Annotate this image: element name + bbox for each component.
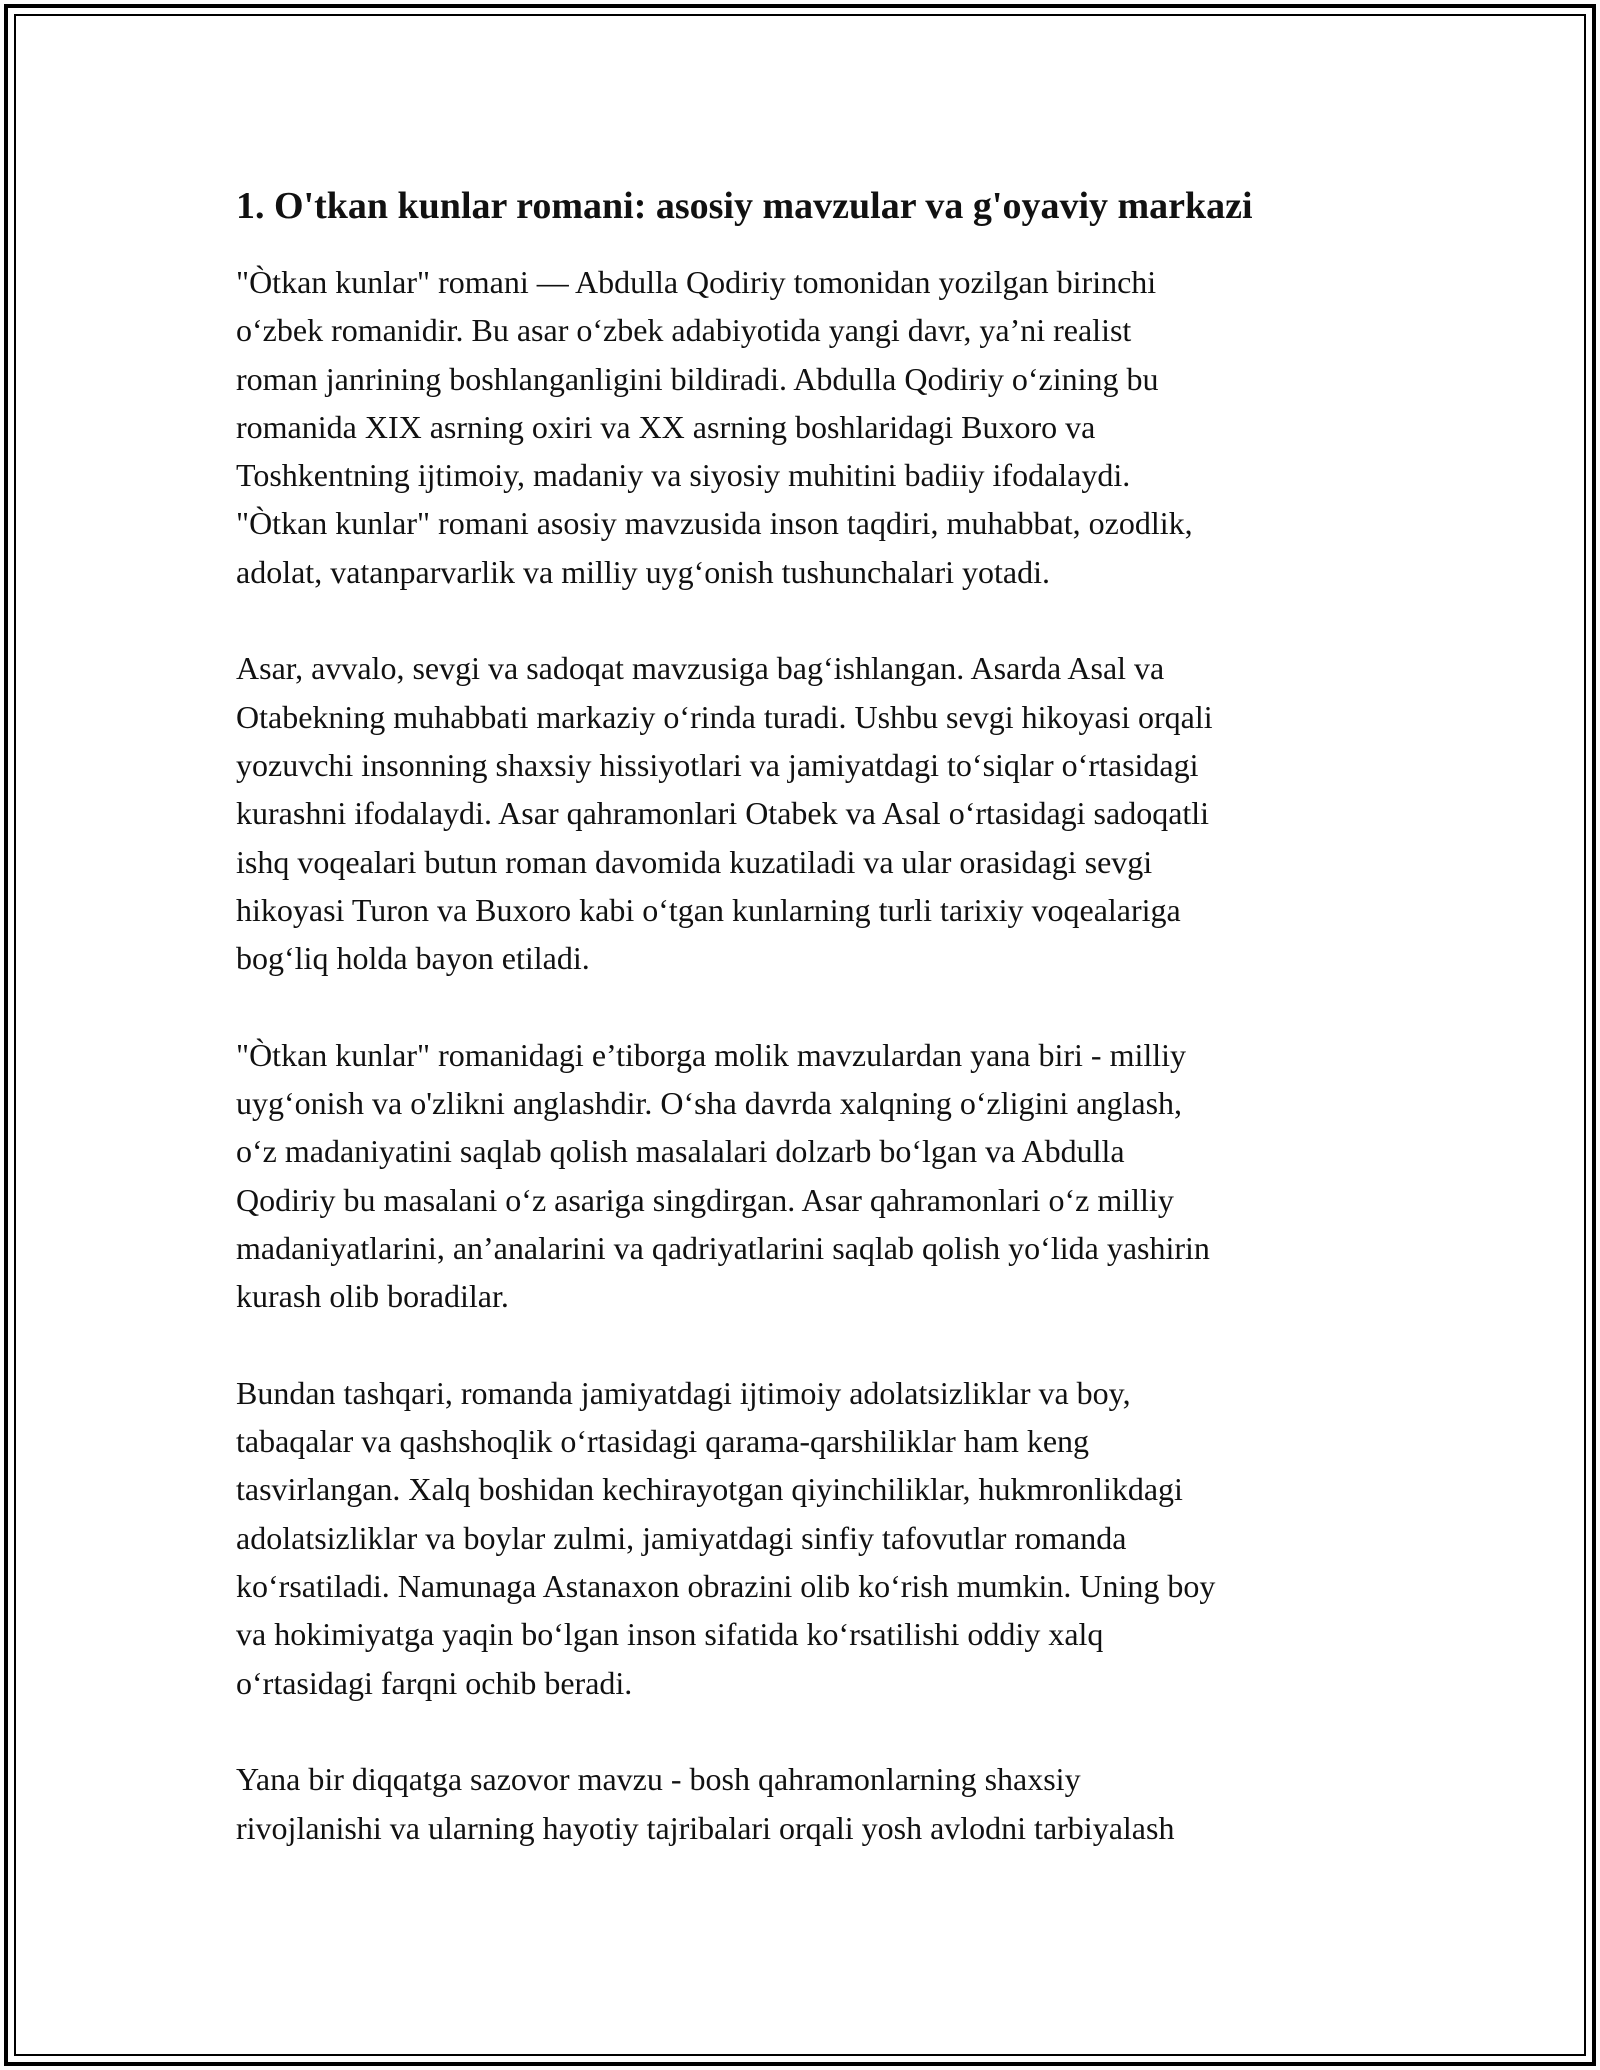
paragraph-3 [236,1031,1370,1321]
text-line: ko‘rsatiladi. Namunaga Astanaxon obrazini olib ko‘rish mumkin. Uning boy [236,1568,1216,1605]
text-line: rivojlanishi va ularning hayotiy tajribalari orqali yosh avlodni tarbiyalash [236,1809,1175,1846]
text-line: roman janrining boshlanganligini bildiradi. Abdulla Qodiriy o‘zining bu [236,360,1159,397]
text-line: va hokimiyatga yaqin bo‘lgan inson sifatida ko‘rsatilishi oddiy xalq [236,1616,1104,1653]
text-line: kurash olib boradilar. [236,1278,509,1315]
text-line: tabaqalar va qashshoqlik o‘rtasidagi qarama-qarshiliklar ham keng [236,1423,1090,1460]
text-line: tasvirlangan. Xalq boshidan kechirayotgan qiyinchiliklar, hukmronlikdagi [236,1471,1183,1508]
text-line: Qodiriy bu masalani o‘z asariga singdirgan. Asar qahramonlari o‘z milliy [236,1181,1174,1218]
text-line: yozuvchi insonning shaxsiy hissiyotlari va jamiyatdagi to‘siqlar o‘rtasidagi [236,746,1199,783]
text-line: bog‘liq holda bayon etiladi. [236,940,590,977]
text-line: o‘z madaniyatini saqlab qolish masalalari dolzarb bo‘lgan va Abdulla [236,1133,1125,1170]
text-line: Bundan tashqari, romanda jamiyatdagi ijtimoiy adolatsizliklar va boy, [236,1374,1131,1411]
text-line: Asar, avvalo, sevgi va sadoqat mavzusiga bag‘ishlangan. Asarda Asal va [236,650,1165,687]
text-line: uyg‘onish va o'zlikni anglashdir. O‘sha davrda xalqning o‘zligini anglash, [236,1085,1183,1122]
paragraph-1 [236,258,1370,596]
text-line: "Òtkan kunlar" romani — Abdulla Qodiriy tomonidan yozilgan birinchi [236,264,1157,300]
text-line: ishq voqealari butun roman davomida kuzatiladi va ular orasidagi sevgi [236,843,1153,880]
text-line: Yana bir diqqatga sazovor mavzu - bosh qahramonlarning shaxsiy [236,1761,1081,1798]
text-line: o‘rtasidagi farqni ochib beradi. [236,1664,633,1701]
text-line: Toshkentning ijtimoiy, madaniy va siyosiy muhitini badiiy ifodalaydi. [236,457,1131,494]
text-line: Otabekning muhabbati markaziy o‘rinda turadi. Ushbu sevgi hikoyasi orqali [236,698,1213,735]
text-line: o‘zbek romanidir. Bu asar o‘zbek adabiyotida yangi davr, ya’ni realist [236,312,1132,349]
document-body [236,182,1370,1852]
text-line: adolat, vatanparvarlik va milliy uyg‘onish tushunchalari yotadi. [236,553,1051,590]
paragraph-5 [236,1755,1370,1852]
paragraph-2 [236,644,1370,982]
text-line: "Òtkan kunlar" romanidagi e’tiborga molik mavzulardan yana biri - milliy [236,1036,1187,1073]
text-line: hikoyasi Turon va Buxoro kabi o‘tgan kunlarning turli tarixiy voqealariga [236,891,1181,928]
text-line: adolatsizliklar va boylar zulmi, jamiyatdagi sinfiy tafovutlar romanda [236,1519,1127,1556]
text-line: kurashni ifodalaydi. Asar qahramonlari Otabek va Asal o‘rtasidagi sadoqatli [236,795,1210,832]
section-heading: 1. O'tkan kunlar romani: asosiy mavzular va g'oyaviy markazi [236,185,1253,227]
text-line: madaniyatlarini, an’analarini va qadriyatlarini saqlab qolish yo‘lida yashirin [236,1229,1210,1266]
text-line: romanida XIX asrning oxiri va XX asrning boshlaridagi Buxoro va [236,408,1096,445]
text-line: "Òtkan kunlar" romani asosiy mavzusida inson taqdiri, muhabbat, ozodlik, [236,505,1193,542]
paragraph-4 [236,1369,1370,1707]
